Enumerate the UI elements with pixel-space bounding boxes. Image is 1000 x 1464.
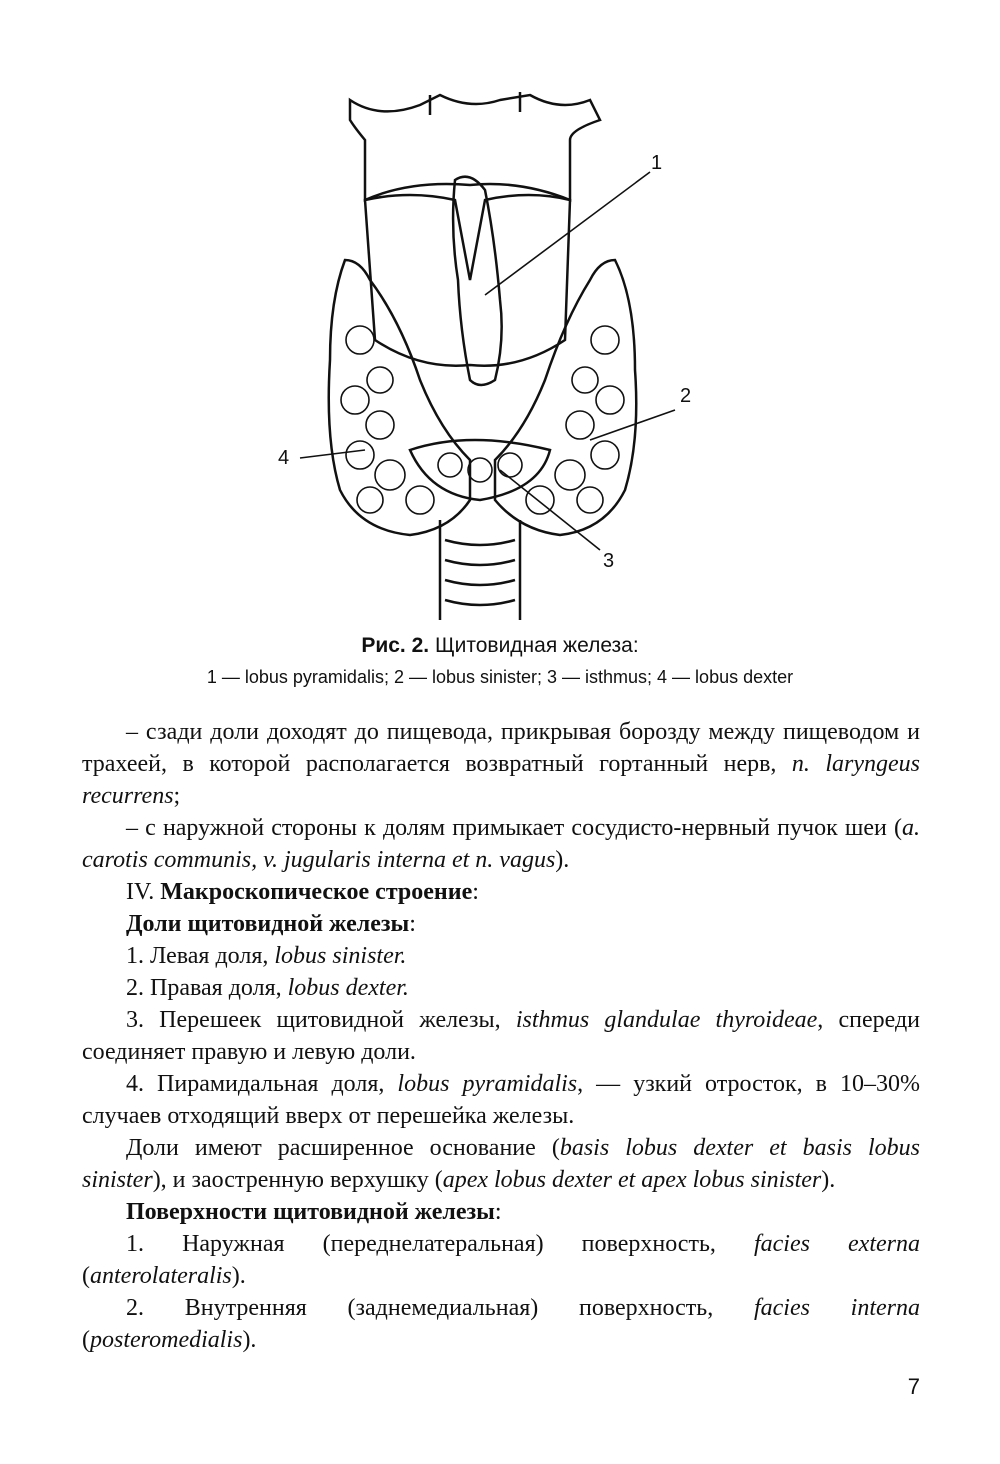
subsection-heading: Доли щитовидной железы:	[126, 911, 416, 937]
figure-caption	[0, 632, 1000, 690]
list-item: 1. Наружная (переднелатеральная) поверхность, facies externa (anterolateralis).	[82, 1231, 920, 1289]
list-item: 2. Внутренняя (заднемедиальная) поверхность, facies interna (posteromedialis).	[82, 1295, 920, 1353]
paragraph: Доли имеют расширенное основание (basis lobus dexter et basis lobus sinister), и заостренную верхушку (apex lobus dexter et apex lobus sinister).	[82, 1135, 921, 1193]
body-text	[82, 716, 920, 1356]
subsection-heading: Поверхности щитовидной железы:	[126, 1199, 502, 1225]
list-item: 4. Пирамидальная доля, lobus pyramidalis, — узкий отросток, в 10–30% случаев отходящий вверх от перешейка железы.	[82, 1071, 920, 1129]
paragraph: – с наружной стороны к долям примыкает сосудисто-нервный пучок шеи (a. carotis communis, v. jugularis interna et n. vagus).	[82, 815, 920, 873]
caption-legend: 1 — lobus pyramidalis; 2 — lobus sinister; 3 — isthmus; 4 — lobus dexter	[206, 667, 794, 687]
page-number: 7	[907, 1374, 920, 1399]
callout-2: 2	[680, 385, 692, 407]
caption-label: Рис. 2.	[361, 634, 430, 657]
callout-4: 4	[278, 447, 290, 469]
callout-1: 1	[651, 152, 663, 174]
thyroid-illustration	[270, 80, 730, 620]
paragraph: – сзади доли доходят до пищевода, прикрывая борозду между пищеводом и трахеей, в которой располагается возвратный гортанный нерв, n. laryngeus recurrens;	[82, 719, 920, 809]
callout-3: 3	[603, 550, 615, 572]
list-item: 1. Левая доля, lobus sinister.	[126, 943, 407, 969]
list-item: 3. Перешеек щитовидной железы, isthmus glandulae thyroideae, спереди соединяет правую и левую доли.	[82, 1007, 921, 1065]
list-item: 2. Правая доля, lobus dexter.	[126, 975, 409, 1001]
section-heading: IV. Макроскопическое строение:	[126, 879, 479, 905]
caption-title: Щитовидная железа:	[434, 634, 639, 657]
